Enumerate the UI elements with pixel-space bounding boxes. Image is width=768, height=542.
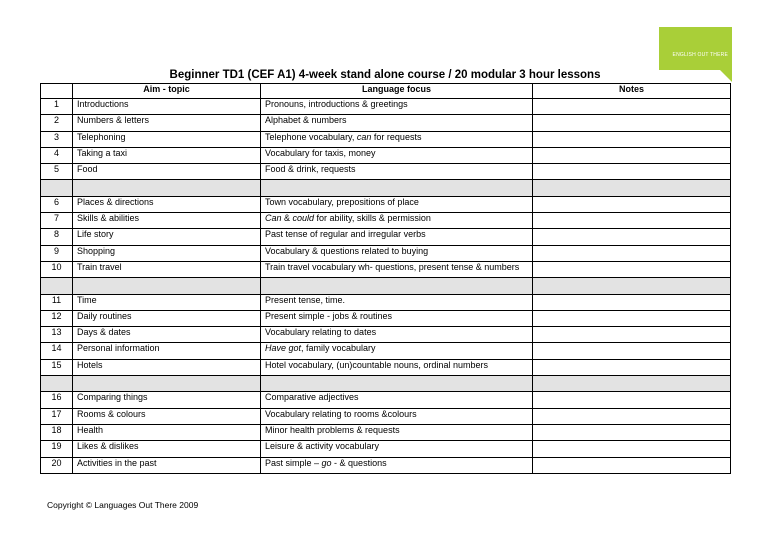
language-focus-cell	[261, 213, 533, 229]
logo	[659, 27, 732, 70]
notes-cell	[533, 359, 731, 375]
table-row	[41, 327, 731, 343]
notes-cell	[533, 310, 731, 326]
language-focus-cell: Vocabulary & questions related to buying	[261, 245, 533, 261]
table-row	[41, 294, 731, 310]
language-focus-cell: Pronouns, introductions & greetings	[261, 99, 533, 115]
table-row	[41, 310, 731, 326]
notes-cell	[533, 343, 731, 359]
notes-cell	[533, 196, 731, 212]
aim-topic-cell: Skills & abilities	[73, 213, 261, 229]
header-language-focus: Language focus	[261, 84, 533, 99]
focus-text-segment: for ability, skills & permission	[314, 213, 431, 224]
focus-text-segment: , family vocabulary	[301, 343, 376, 354]
aim-topic-cell: Life story	[73, 229, 261, 245]
focus-text-segment: for requests	[371, 131, 422, 142]
language-focus-cell: Town vocabulary, prepositions of place	[261, 196, 533, 212]
table-row	[41, 343, 731, 359]
table-row	[41, 408, 731, 424]
aim-topic-cell: Days & dates	[73, 327, 261, 343]
table-row	[41, 245, 731, 261]
separator-cell	[41, 376, 73, 392]
table-row	[41, 392, 731, 408]
language-focus-cell: Past tense of regular and irregular verbs	[261, 229, 533, 245]
language-focus-cell: Comparative adjectives	[261, 392, 533, 408]
language-focus-cell: Present tense, time.	[261, 294, 533, 310]
notes-cell	[533, 164, 731, 180]
lesson-number: 14	[41, 343, 73, 359]
language-focus-cell	[261, 457, 533, 473]
separator-cell	[261, 376, 533, 392]
table-row	[41, 131, 731, 147]
separator-cell	[41, 180, 73, 196]
language-focus-cell: Hotel vocabulary, (un)countable nouns, ordinal numbers	[261, 359, 533, 375]
lesson-number: 17	[41, 408, 73, 424]
notes-cell	[533, 424, 731, 440]
separator-row	[41, 278, 731, 294]
aim-topic-cell: Numbers & letters	[73, 115, 261, 131]
separator-row	[41, 180, 731, 196]
page-title: Beginner TD1 (CEF A1) 4-week stand alone course / 20 modular 3 hour lessons	[169, 69, 601, 81]
separator-cell	[261, 278, 533, 294]
aim-topic-cell: Rooms & colours	[73, 408, 261, 424]
lesson-number: 3	[41, 131, 73, 147]
notes-cell	[533, 213, 731, 229]
aim-topic-cell: Telephoning	[73, 131, 261, 147]
focus-text-segment: go	[321, 457, 332, 468]
separator-cell	[41, 278, 73, 294]
lesson-number: 1	[41, 99, 73, 115]
aim-topic-cell: Places & directions	[73, 196, 261, 212]
separator-cell	[73, 376, 261, 392]
aim-topic-cell: Activities in the past	[73, 457, 261, 473]
aim-topic-cell: Comparing things	[73, 392, 261, 408]
notes-cell	[533, 457, 731, 473]
lesson-number: 9	[41, 245, 73, 261]
language-focus-cell: Minor health problems & requests	[261, 424, 533, 440]
focus-text-segment: Can	[265, 213, 282, 224]
notes-cell	[533, 408, 731, 424]
language-focus-cell	[261, 131, 533, 147]
notes-cell	[533, 261, 731, 277]
aim-topic-cell: Health	[73, 424, 261, 440]
lesson-number: 15	[41, 359, 73, 375]
table-row	[41, 457, 731, 473]
language-focus-cell: Vocabulary relating to rooms &colours	[261, 408, 533, 424]
focus-text-segment: &	[281, 213, 293, 224]
aim-topic-cell: Time	[73, 294, 261, 310]
lesson-number: 18	[41, 424, 73, 440]
language-focus-cell: Vocabulary for taxis, money	[261, 147, 533, 163]
aim-topic-cell: Introductions	[73, 99, 261, 115]
table-header-row	[41, 84, 731, 99]
table-row	[41, 164, 731, 180]
language-focus-cell: Alphabet & numbers	[261, 115, 533, 131]
notes-cell	[533, 441, 731, 457]
aim-topic-cell: Daily routines	[73, 310, 261, 326]
notes-cell	[533, 392, 731, 408]
lesson-number: 8	[41, 229, 73, 245]
focus-text-segment: Past simple –	[265, 457, 322, 468]
table-row	[41, 424, 731, 440]
table-row	[41, 115, 731, 131]
separator-row	[41, 376, 731, 392]
copyright-notice: Copyright © Languages Out There 2009	[47, 500, 199, 510]
language-focus-cell: Train travel vocabulary wh- questions, present tense & numbers	[261, 261, 533, 277]
notes-cell	[533, 115, 731, 131]
notes-cell	[533, 245, 731, 261]
table-row	[41, 196, 731, 212]
lesson-number: 19	[41, 441, 73, 457]
focus-text-segment: Telephone vocabulary,	[265, 131, 357, 142]
lesson-number: 2	[41, 115, 73, 131]
table-row	[41, 441, 731, 457]
table-row	[41, 359, 731, 375]
aim-topic-cell: Personal information	[73, 343, 261, 359]
separator-cell	[73, 180, 261, 196]
aim-topic-cell: Likes & dislikes	[73, 441, 261, 457]
notes-cell	[533, 327, 731, 343]
language-focus-cell: Food & drink, requests	[261, 164, 533, 180]
focus-text-segment: can	[356, 131, 372, 142]
header-notes: Notes	[533, 84, 731, 99]
lesson-number: 4	[41, 147, 73, 163]
aim-topic-cell: Hotels	[73, 359, 261, 375]
logo-text: ENGLISH OUT THERE	[672, 52, 728, 58]
table-row	[41, 229, 731, 245]
header-number	[41, 84, 73, 99]
focus-text-segment: Have got	[265, 343, 302, 354]
notes-cell	[533, 147, 731, 163]
language-focus-cell: Present simple - jobs & routines	[261, 310, 533, 326]
lesson-number: 16	[41, 392, 73, 408]
separator-cell	[261, 180, 533, 196]
separator-cell	[533, 180, 731, 196]
lesson-number: 7	[41, 213, 73, 229]
lesson-number: 20	[41, 457, 73, 473]
notes-cell	[533, 294, 731, 310]
lesson-number: 5	[41, 164, 73, 180]
table-row	[41, 213, 731, 229]
table-row	[41, 99, 731, 115]
table-row	[41, 147, 731, 163]
language-focus-cell: Leisure & activity vocabulary	[261, 441, 533, 457]
aim-topic-cell: Food	[73, 164, 261, 180]
focus-text-segment: - & questions	[331, 457, 387, 468]
language-focus-cell: Vocabulary relating to dates	[261, 327, 533, 343]
lesson-number: 11	[41, 294, 73, 310]
lesson-number: 13	[41, 327, 73, 343]
notes-cell	[533, 99, 731, 115]
table-row	[41, 261, 731, 277]
aim-topic-cell: Train travel	[73, 261, 261, 277]
lesson-number: 10	[41, 261, 73, 277]
separator-cell	[73, 278, 261, 294]
aim-topic-cell: Taking a taxi	[73, 147, 261, 163]
notes-cell	[533, 131, 731, 147]
header-aim-topic: Aim - topic	[73, 84, 261, 99]
aim-topic-cell: Shopping	[73, 245, 261, 261]
lessons-table	[40, 83, 731, 474]
separator-cell	[533, 278, 731, 294]
notes-cell	[533, 229, 731, 245]
focus-text-segment: could	[292, 213, 315, 224]
language-focus-cell	[261, 343, 533, 359]
lesson-number: 12	[41, 310, 73, 326]
separator-cell	[533, 376, 731, 392]
lesson-number: 6	[41, 196, 73, 212]
